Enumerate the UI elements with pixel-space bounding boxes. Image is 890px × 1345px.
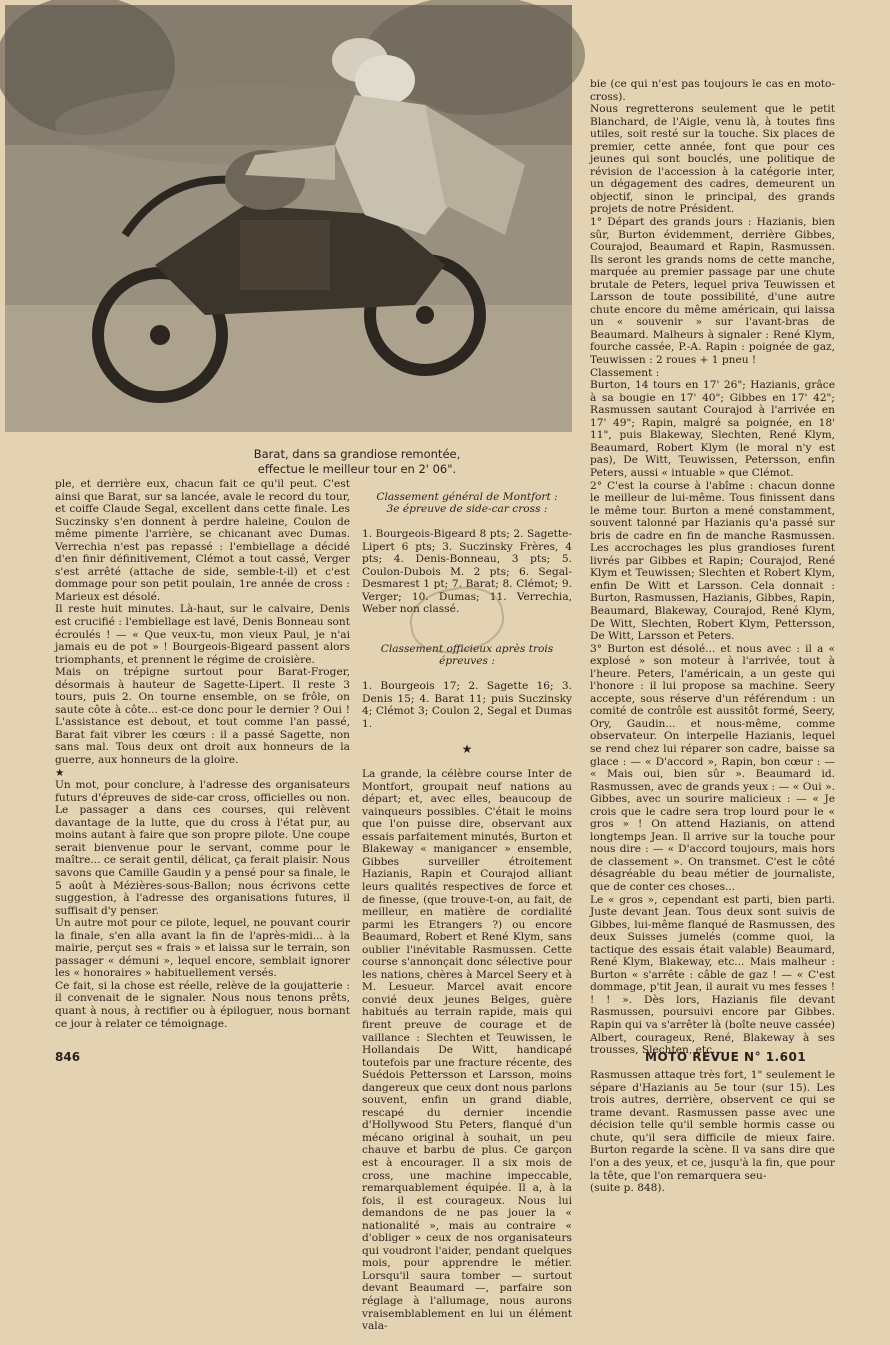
sidecar-illustration xyxy=(5,5,572,432)
classement-officieux-text: 1. Bourgeois 17; 2. Sagette 16; 3. Denis 15; 4. Barat 11; puis Suczinsky 4; Clémot 3; Coulon 2, Segal et Dumas 1. xyxy=(362,680,572,730)
magazine-folio: MOTO REVUE N° 1.601 xyxy=(645,1050,807,1064)
classement-officieux-title: Classement officieux après trois épreuves : xyxy=(380,642,554,668)
article-column-1: ple, et derrière eux, chacun fait ce qu'il peut. C'est ainsi que Barat, sur sa lancée, avale le record du tour, et coiffe Claude Segal, excellent dans cette finale. Les Suczinsky s'en donnent à perdre haleine, Coulon de même pimente l'arrière, se chicanant avec Dumas. Verrechia n'est pas repassé : l'embiellage a décidé d'en finir définitivement, Clémot a tout cassé, Verger s'est arrêté (attache de side, semble-t-il) et c'est dommage pour son petit poulain, 1re année de cross : Marieux est désolé. Il reste huit minutes. Là-haut, sur le calvaire, Denis est crucifié : l'embiellage est lavé, Denis Bonneau sont écroulés ! — « Que veux-tu, mon vieux Paul, je n'ai jamais eu de pot » ! Bourgeois-Bigeard passent alors triomphants, et prennent le régime de croisière. Mais on trépigne surtout pour Barat-Froger, désormais à hauteur de Sagette-Lipert. Il reste 3 tours, puis 2. On tourne ensemble, on se frôle, on saute côte à côte... est-ce donc pour le dernier ? Oui ! L'assistance est debout, et tout comme l'an passé, Barat fait vibrer les cœurs : il a passé Sagette, non sans mal. Tous deux ont droit aux honneurs de la guerre, aux honneurs de la gloire. ★ Un mot, pour conclure, à l'adresse des organisateurs futurs d'épreuves de side-car cross, officielles ou non. Le passager a dans ces courses, qui relèvent davantage de la lutte, que du cross à l'état pur, au moins autant à faire que son propre pilote. Une coupe serait bienvenue pour le servant, comme pour le maître... ce serait gentil, délicat, ça ferait plaisir. Nous savons que Camille Gaudin y a pensé pour sa finale, le 5 août à Mézières-sous-Ballon; nous écrivons cette suggestion, à l'adresse des organisations futures, il suffisait d'y penser. Un autre mot pour ce pilote, lequel, ne pouvant courir la finale, s'en alla avant la fin de l'après-midi... à la mairie, perçut ses « frais » et laissa sur le terrain, son passager « démuni », lequel encore, semblait ignorer les « honoraires » habituellement versés. Ce fait, si la chose est réelle, relève de la goujatterie : il convenait de le signaler. Nous nous tenons prêts, quant à nous, à rectifier ou à épiloguer, nous bornant ce jour à relater ce témoignage. xyxy=(55,478,350,1030)
page-number: 846 xyxy=(55,1050,81,1064)
classement-general-title: Classement général de Montfort : 3e épreuve de side-car cross : xyxy=(376,490,558,516)
inter-montfort-text: La grande, la célèbre course Inter de Montfort, groupait neuf nations au départ; et, avec elles, beaucoup de vainqueurs possibles. C'était le moins que l'on puisse dire, observant aux essais parfaitement minutés, Burton et Blakeway « maniganceг » ensemble, Gibbes surveiller étroitement Hazianis, Rapin et Courajod alliant leurs qualités respectives de force et de finesse, (que trouve-t-on, au fait, de meilleur, en matière de cordialité parmi les Etrangers ?) ou encore Beaumard, Robert et René Klym, sans oublier l'inévitable Rasmussen. Cette course s'annonçait donc sélective pour les nations, chères à Marcel Seery et à M. Lesueur. Marcel avait encore convié deux jeunes Belges, guère habitués au terrain rapide, mais qui firent preuve de courage et de vaillance : Slechten et Teuwissen, le Hollandais De Witt, handicapé toutefois par une fracture récente, des Suédois Pettersson et Larsson, moins dangereux que ceux dont nous parlons souvent, enfin un grand diable, rescapé du dernier incendie d'Hollywood Stu Peters, flanqué d'un mécano original à souhait, un peu chauve et barbu de plus. Ce garçon est à encourager. Il a six mois de cross, une machine impeccable, remarquablement équipée. Il a, à la fois, il est courageux. Nous lui demandons de ne pas jouer la « nationalité », mais au contraire « d'obliger » ceux de nos organisateurs qui voudront l'aider, pendant quelques mois, pour apprendre le métier. Lorsqu'il saura tomber — surtout devant Beaumard —, parfaire son réglage à l'allumage, nous aurons vraisemblablement en lui un élément vala- xyxy=(362,768,572,1333)
photo-caption-text: Barat, dans sa grandiose remontée, effectue le meilleur tour en 2' 06". xyxy=(253,447,461,476)
sidecar-photo xyxy=(5,5,572,432)
section-star: ★ xyxy=(461,741,473,756)
article-column-3: bie (ce qui n'est pas toujours le cas en moto-cross). Nous regretterons seulement que le petit Blanchard, de l'Aigle, venu là, à toutes fins utiles, soit resté sur la touche. Six places de premier, cette année, font que pour ces jeunes qui sont bouclés, une politique de révision de l'accession à la catégorie inter, un dégagement des cadres, demeurent un objectif, sinon le principal, des grands projets de notre Président. 1° Départ des grands jours : Hazianis, bien sûr, Burton évidemment, derrière Gibbes, Courajod, Beaumard et Rapin, Rasmussen. Ils seront les grands noms de cette manche, marquée au premier passage par une chute brutale de Peters, lequel priva Teuwissen et Larsson de toute possibilité, d'une autre chute encore du même américain, qui laissa un « souvenir » sur l'avant-bras de Beaumard. Malheurs à signaler : René Klym, fourche cassée, P.-A. Rapin : poignée de gaz, Teuwissen : 2 roues + 1 pneu ! Classement : Burton, 14 tours en 17' 26"; Hazianis, grâce à sa bougie en 17' 40"; Gibbes en 17' 42"; Rasmussen sautant Courajod à l'arrivée en 17' 49"; Rapin, malgré sa poignée, en 18' 11", puis Blakeway, Slechten, René Klym, Beaumard, Robert Klym (le moral n'y est pas), De Witt, Teuwissen, Petersson, enfin Peters, aussi « intuable » que Clémot. 2° C'est la course à l'abîme : chacun donne le meilleur de lui-même. Tous finissent dans le même tour. Burton a mené constamment, souvent talonné par Hazianis qu'a passé sur bris de cadre en fin de manche Rasmussen. Les accrochages les plus grandioses furent livrés par Gibbes et Rapin; Courajod, René Klym et Teuwissen; Slechten et Robert Klym, enfin De Witt et Larsson. Cela donnait : Burton, Rasmussen, Hazianis, Gibbes, Rapin, Beaumard, Blakeway, Courajod, René Klym, De Witt, Slechten, Robert Klym, Pettersson, De Witt, Larsson et Peters. 3° Burton est désolé... et nous avec : il a « explosé » son moteur à l'arrivée, tout à l'heure. Peters, l'américain, a un geste qui l'honore : il lui propose sa machine. Seery accepte, sous réserve d'un référendum : un comité de contrôle est aussitôt formé, Seery, Ory, Gaudin... et nous-même, comme observateur. On interpelle Hazianis, lequel se rend chez lui réparer son cadre, baisse sa glace : — « D'accord », Rapin, bon cœur : — « Mais oui, bien sûr ». Beaumard id. Rasmussen, avec de grands yeux : — « Oui ». Gibbes, avec un sourire malicieux : — « Je crois que le cadre sera trop lourd pour le « gros » ! On attend Hazianis, on attend longtemps Jean. Il arrive sur la touche pour nous dire : — « D'accord toujours, mais hors de classement ». On transmet. C'est le côté désagréable du beau métier de journaliste, que de conter ces choses... Le « gros », cependant est parti, bien parti. Juste devant Jean. Tous deux sont suivis de Gibbes, lui-même flanqué de Rasmussen, des deux Suisses jumelés (comme quoi, la tactique des essais était valable) Beaumard, René Klym, Blakeway, etc... Mais malheur : Burton « s'arrête : câble de gaz ! — « C'est dommage, p'tit Jean, il aurait vu mes fesses ! ! ! ». Dès lors, Hazianis file devant Rasmussen, poursuivi encore par Gibbes. Rapin qui va s'arrêter là (boîte neuve cassée) Albert, courageux, René, Blakeway à ses trousses, Slechten, etc... Rasmussen attaque très fort, 1" seulement le sépare d'Hazianis au 5e tour (sur 15). Les trois autres, derrière, observent ce qui se trame devant. Rasmussen passe avec une décision telle qu'il semble hormis casse ou chute, qu'il sera difficile de mieux faire. Burton regarde la scène. Il va sans dire que l'on a des yeux, et ce, jusqu'à la fin, que pour la tête, que l'on remarquera seu- (suite p. 848). xyxy=(590,78,835,1195)
article-column-2 xyxy=(362,478,572,1333)
classement-general-text: 1. Bourgeois-Bigeard 8 pts; 2. Sagette-Lipert 6 pts; 3. Suczinsky Frères, 4 pts; 4. Denis-Bonneau, 3 pts; 5. Coulon-Dubois M. 2 pts; 6. Segal-Desmarest 1 pt; 7. Barat; 8. Clémot; 9. Verger; 10. Dumas; 11. Verrechia, Weber non classé. xyxy=(362,528,572,616)
photo-caption xyxy=(232,447,482,477)
